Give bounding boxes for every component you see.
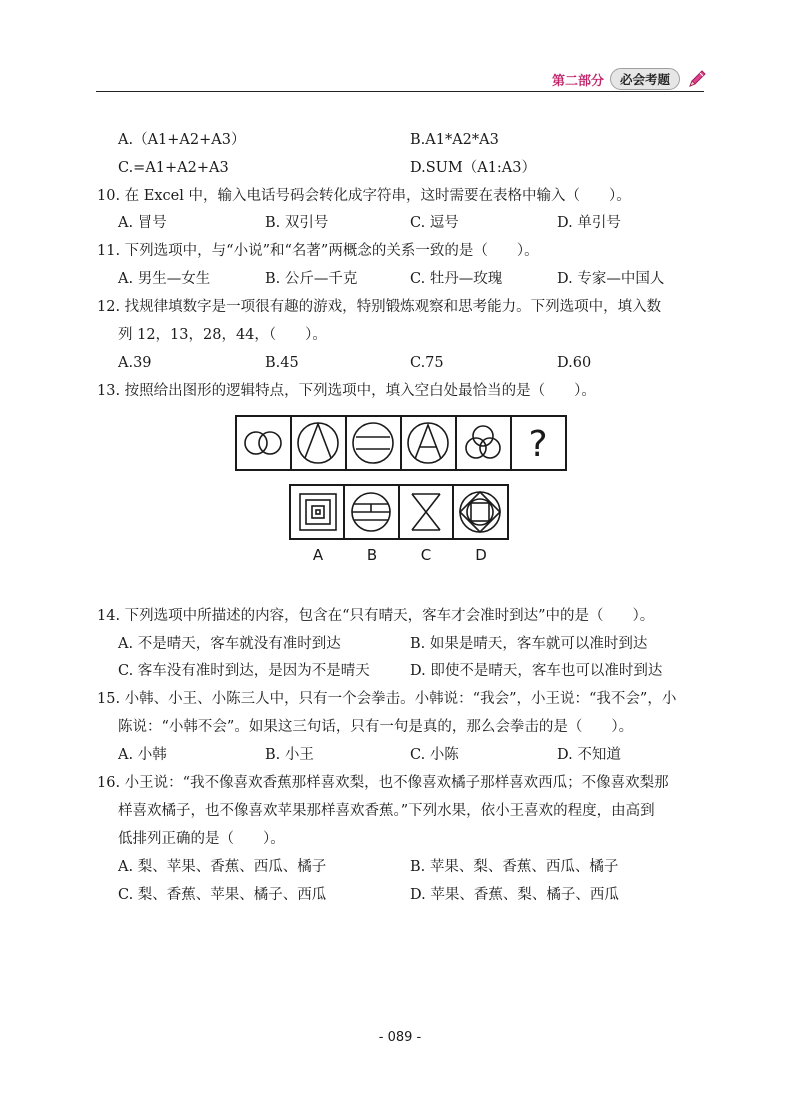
sequence-figure-1 bbox=[245, 432, 281, 454]
q15-stem-line1: 15. 小韩、小王、小陈三人中，只有一个会拳击。小韩说：“我会”，小王说：“我不会”，小 bbox=[97, 691, 677, 707]
header-section: 必会考题 bbox=[610, 68, 680, 90]
q15-option-c: C. 小陈 bbox=[410, 747, 459, 763]
q11-option-a: A. 男生—女生 bbox=[118, 271, 211, 287]
choice-figure-c bbox=[412, 494, 440, 530]
q14-option-c: C. 客车没有准时到达，是因为不是晴天 bbox=[118, 663, 370, 679]
q10-option-a: A. 冒号 bbox=[118, 215, 167, 231]
q11-option-d: D. 专家—中国人 bbox=[557, 271, 665, 287]
sequence-figure-4 bbox=[408, 423, 448, 463]
q12-stem-line2: 列 12，13，28，44，（ ）。 bbox=[118, 327, 327, 343]
q16-option-a: A. 梨、苹果、香蕉、西瓜、橘子 bbox=[118, 859, 327, 875]
q9-option-b: B.A1*A2*A3 bbox=[410, 132, 499, 148]
q9-option-a: A.（A1+A2+A3） bbox=[118, 132, 246, 148]
choice-label-a: A bbox=[312, 546, 324, 564]
q10-stem: 10. 在 Excel 中，输入电话号码会转化成字符串，这时需要在表格中输入（ ）。 bbox=[97, 188, 631, 204]
q11-stem: 11. 下列选项中，与“小说”和“名著”两概念的关系一致的是（ ）。 bbox=[97, 243, 539, 259]
q15-option-a: A. 小韩 bbox=[118, 747, 167, 763]
sequence-figure-5 bbox=[466, 426, 500, 458]
choice-label-c: C bbox=[420, 546, 432, 564]
q16-stem-line3: 低排列正确的是（ ）。 bbox=[118, 831, 285, 847]
q12-option-d: D.60 bbox=[557, 355, 592, 371]
q12-stem-line1: 12. 找规律填数字是一项很有趣的游戏，特别锻炼观察和思考能力。下列选项中，填入数 bbox=[97, 299, 662, 315]
q10-option-d: D. 单引号 bbox=[557, 215, 621, 231]
q16-option-b: B. 苹果、梨、香蕉、西瓜、橘子 bbox=[410, 859, 619, 875]
choice-label-d: D bbox=[475, 546, 487, 564]
q15-option-d: D. 不知道 bbox=[557, 747, 621, 763]
q10-option-b: B. 双引号 bbox=[265, 215, 329, 231]
q14-option-a: A. 不是晴天，客车就没有准时到达 bbox=[118, 636, 341, 652]
q16-stem-line1: 16. 小王说：“我不像喜欢香蕉那样喜欢梨，也不像喜欢橘子那样喜欢西瓜；不像喜欢梨那 bbox=[97, 775, 669, 791]
q15-option-b: B. 小王 bbox=[265, 747, 314, 763]
q16-option-c: C. 梨、香蕉、苹果、橘子、西瓜 bbox=[118, 887, 327, 903]
q16-option-d: D. 苹果、香蕉、梨、橘子、西瓜 bbox=[410, 887, 619, 903]
choice-figure-d bbox=[460, 492, 500, 532]
q12-option-b: B.45 bbox=[265, 355, 299, 371]
header-part: 第二部分 bbox=[551, 73, 604, 89]
q14-stem: 14. 下列选项中所描述的内容，包含在“只有晴天，客车才会准时到达”中的是（ ）。 bbox=[97, 608, 655, 624]
choice-label-b: B bbox=[366, 546, 378, 564]
q11-option-b: B. 公斤—千克 bbox=[265, 271, 358, 287]
q15-stem-line2: 陈说：“小韩不会”。如果这三句话，只有一句是真的，那么会拳击的是（ ）。 bbox=[118, 719, 634, 735]
choice-figure-a bbox=[300, 494, 336, 530]
q13-sequence-row bbox=[236, 416, 566, 470]
page-number: - 089 - bbox=[378, 1030, 422, 1045]
q16-stem-line2: 样喜欢橘子，也不像喜欢苹果那样喜欢香蕉。”下列水果，依小王喜欢的程度，由高到 bbox=[118, 803, 655, 819]
question-mark: ? bbox=[528, 424, 548, 465]
q12-option-c: C.75 bbox=[410, 355, 444, 371]
q9-option-c: C.=A1+A2+A3 bbox=[118, 160, 229, 176]
q14-option-d: D. 即使不是晴天，客车也可以准时到达 bbox=[410, 663, 663, 679]
q12-option-a: A.39 bbox=[118, 355, 152, 371]
q9-option-d: D.SUM（A1:A3） bbox=[410, 160, 536, 176]
choice-figure-b bbox=[352, 493, 390, 531]
sequence-figure-3 bbox=[353, 423, 393, 463]
sequence-figure-2 bbox=[298, 423, 338, 463]
q10-option-c: C. 逗号 bbox=[410, 215, 459, 231]
q11-option-c: C. 牡丹—玫瑰 bbox=[410, 271, 503, 287]
q14-option-b: B. 如果是晴天，客车就可以准时到达 bbox=[410, 636, 648, 652]
q13-stem: 13. 按照给出图形的逻辑特点，下列选项中，填入空白处最恰当的是（ ）。 bbox=[97, 383, 596, 399]
